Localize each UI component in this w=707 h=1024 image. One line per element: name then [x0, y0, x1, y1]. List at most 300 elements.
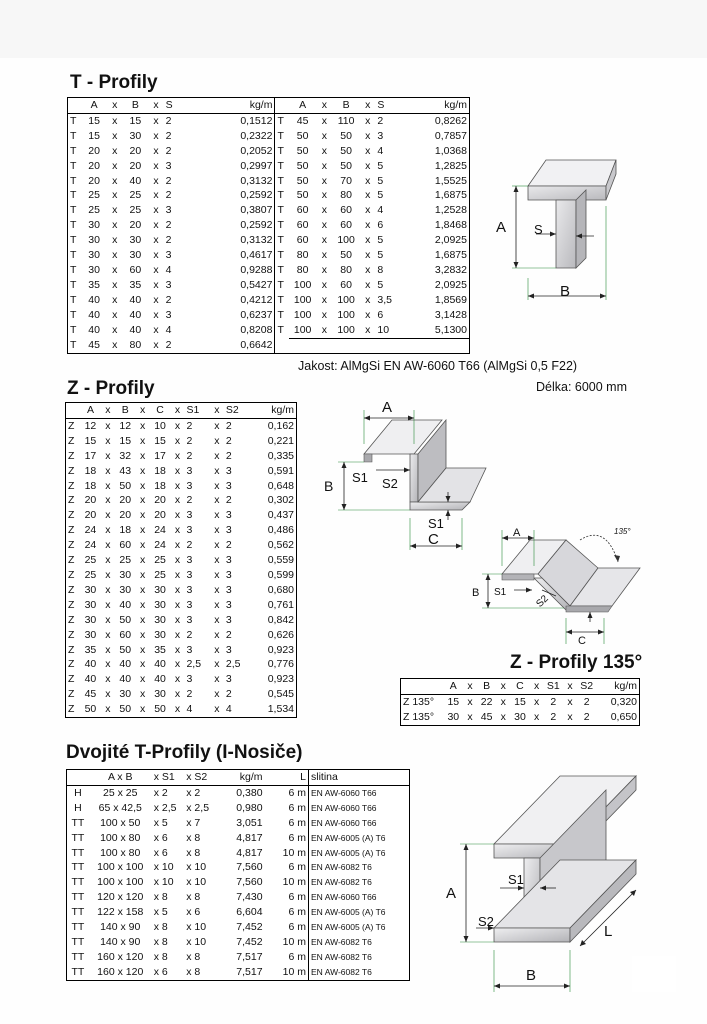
- table-row: [66, 418, 297, 433]
- table-cell: 50: [119, 703, 132, 716]
- table-cell: 25: [88, 204, 100, 217]
- table-cell: 40: [129, 293, 142, 306]
- table-cell: x: [174, 628, 181, 641]
- table-cell: 2: [186, 628, 193, 641]
- table-cell: [332, 338, 360, 354]
- table-cell: 40: [119, 673, 132, 686]
- table-cell: x: [140, 688, 146, 701]
- table-cell: x: [153, 114, 159, 127]
- table-cell: 0,2052: [183, 144, 275, 159]
- table-cell: 0,980: [236, 801, 263, 814]
- table-cell: 15: [119, 434, 132, 447]
- i-fig-label-a: A: [446, 885, 457, 902]
- table-cell: 40: [129, 308, 142, 321]
- table-cell: 6 m: [265, 905, 309, 920]
- table-cell: x: [140, 703, 146, 716]
- table-cell: T: [70, 263, 77, 276]
- table-cell: x: [533, 710, 540, 723]
- table-row: [66, 583, 297, 598]
- table-cell: x: [105, 613, 111, 626]
- table-cell: 40: [84, 658, 97, 671]
- table-cell: 40: [88, 293, 100, 306]
- table-cell: x: [174, 598, 181, 611]
- table-cell: 3: [165, 159, 172, 172]
- table-cell: 2: [165, 114, 172, 127]
- table-cell: 2: [165, 219, 172, 232]
- table-cell: x: [321, 234, 327, 247]
- table-cell: 50: [340, 144, 352, 157]
- table-cell: x: [467, 695, 473, 708]
- table-cell: 2: [583, 710, 590, 723]
- table-row: [66, 493, 297, 508]
- table-cell: 30: [447, 710, 460, 723]
- table-cell: T: [277, 129, 284, 142]
- z-fig-label-s1: S1: [352, 470, 368, 485]
- table-cell: 7,452: [236, 935, 263, 948]
- table-cell: x: [214, 479, 220, 492]
- table-cell: 1,2825: [434, 159, 467, 172]
- table-cell: 3: [165, 204, 172, 217]
- table-cell: x: [174, 643, 181, 656]
- corner-blank: [632, 956, 676, 992]
- table-cell: 30: [84, 628, 97, 641]
- table-row: [401, 710, 640, 725]
- table-cell: 8: [377, 263, 384, 276]
- table-cell: EN AW-6005 (A) T6: [311, 907, 386, 918]
- table-cell: 25 x 25: [103, 786, 138, 799]
- table-cell: x: [153, 308, 159, 321]
- table-cell: x: [112, 114, 118, 127]
- table-cell: 30: [88, 263, 100, 276]
- table-cell: 0,545: [267, 688, 294, 701]
- table-cell: 6 m: [265, 890, 309, 905]
- length-note: Délka: 6000 mm: [536, 380, 628, 394]
- table-cell: 4: [377, 204, 384, 217]
- table-cell: 3: [225, 643, 232, 656]
- table-cell: 20: [88, 174, 100, 187]
- table-cell: 4: [165, 263, 172, 276]
- table-cell: T: [277, 159, 284, 172]
- table-cell: x: [112, 278, 118, 291]
- table-cell: Z: [68, 494, 75, 507]
- table-cell: x 6: [186, 906, 201, 919]
- table-cell: x: [140, 613, 146, 626]
- table-cell: 0,2322: [183, 129, 275, 144]
- i-beam-table: [66, 769, 410, 981]
- table-cell: x: [153, 234, 159, 247]
- table-cell: 3: [165, 278, 172, 291]
- table-cell: x: [174, 539, 181, 552]
- table-cell: 10 m: [265, 965, 309, 980]
- table-row: [68, 203, 470, 218]
- table-cell: x: [112, 308, 118, 321]
- table-cell: Z: [68, 613, 75, 626]
- table-cell: 30: [88, 249, 100, 262]
- table-cell: 0,1512: [183, 113, 275, 128]
- i-beam-title: Dvojité T-Profily (I-Nosiče): [66, 742, 303, 763]
- table-cell: 1,0368: [434, 144, 467, 157]
- table-cell: Z: [68, 583, 75, 596]
- table-row: [66, 672, 297, 687]
- z135-profiles-table: [400, 678, 640, 726]
- table-cell: x: [140, 449, 146, 462]
- table-cell: 30: [154, 613, 166, 626]
- table-cell: TT: [71, 935, 85, 948]
- table-cell: T: [277, 114, 284, 127]
- table-row: [67, 875, 410, 890]
- table-cell: [289, 338, 317, 354]
- table-cell: x: [365, 114, 371, 127]
- table-cell: 60: [119, 539, 132, 552]
- table-cell: 50: [296, 189, 309, 202]
- table-cell: 20: [154, 494, 166, 507]
- table-row: [67, 846, 410, 861]
- table-cell: EN AW-6005 (A) T6: [311, 832, 386, 843]
- table-cell: x: [105, 464, 111, 477]
- table-cell: x 2: [186, 786, 201, 799]
- table-cell: 4: [165, 323, 172, 336]
- table-cell: x: [214, 568, 220, 581]
- table-cell: x 2: [153, 786, 168, 799]
- table-cell: T: [277, 189, 284, 202]
- table-cell: 7,517: [236, 950, 263, 963]
- table-cell: 15: [154, 434, 166, 447]
- table-cell: 25: [129, 189, 142, 202]
- table-cell: 50: [119, 613, 132, 626]
- table-cell: T: [277, 249, 284, 262]
- table-row: [67, 785, 410, 800]
- z-fig-label-s2: S2: [382, 476, 398, 491]
- table-cell: 0,6237: [183, 308, 275, 323]
- table-cell: 5: [377, 174, 384, 187]
- table-cell: T: [277, 234, 284, 247]
- z135-fig-label-b: B: [472, 587, 480, 599]
- table-cell: x: [140, 494, 146, 507]
- table-cell: x 10: [153, 876, 174, 889]
- table-cell: x: [140, 509, 146, 522]
- table-cell: T: [70, 159, 77, 172]
- table-cell: 100: [337, 234, 355, 247]
- table-cell: x: [214, 643, 220, 656]
- table-cell: EN AW-6082 T6: [311, 877, 372, 888]
- table-cell: x: [533, 695, 540, 708]
- table-cell: 80: [129, 339, 142, 352]
- table-cell: x 8: [186, 846, 201, 859]
- table-cell: x: [500, 710, 506, 723]
- table-cell: x: [105, 643, 111, 656]
- table-cell: x: [321, 129, 327, 142]
- table-cell: 100: [293, 323, 312, 336]
- table-cell: 100 x 100: [97, 861, 144, 874]
- table-cell: [375, 338, 399, 354]
- table-cell: 5: [377, 278, 384, 291]
- table-cell: x: [365, 144, 371, 157]
- table-cell: 50: [340, 159, 352, 172]
- table-cell: EN AW-6005 (A) T6: [311, 922, 386, 933]
- table-cell: x: [112, 189, 118, 202]
- table-cell: x: [365, 159, 371, 172]
- table-cell: 0,221: [267, 434, 294, 447]
- table-cell: EN AW-6082 T6: [311, 966, 372, 977]
- table-cell: 18: [84, 479, 97, 492]
- table-cell: 1,8569: [434, 293, 467, 306]
- table-cell: x: [153, 189, 159, 202]
- table-cell: Z: [68, 479, 75, 492]
- table-row: [68, 308, 470, 323]
- table-cell: 0,5427: [183, 278, 275, 293]
- table-cell: 122 x 158: [97, 906, 144, 919]
- table-cell: 2: [165, 293, 172, 306]
- table-cell: 3: [225, 568, 232, 581]
- table-cell: x: [153, 219, 159, 232]
- table-cell: 60: [340, 219, 352, 232]
- table-cell: 45: [296, 114, 309, 127]
- table-cell: 0,2592: [183, 218, 275, 233]
- table-cell: 20: [119, 494, 132, 507]
- table-cell: 1,2528: [434, 204, 467, 217]
- table-cell: 1,6875: [434, 189, 467, 202]
- t-fig-label-a: A: [496, 219, 507, 236]
- table-cell: Z: [68, 598, 75, 611]
- table-cell: 60: [129, 263, 142, 276]
- table-cell: x: [321, 174, 327, 187]
- table-cell: 5,1300: [434, 323, 467, 336]
- table-cell: 2: [165, 234, 172, 247]
- table-cell: [399, 338, 469, 354]
- table-cell: 60: [340, 278, 352, 291]
- table-cell: 100 x 80: [100, 831, 141, 844]
- table-cell: 100 x 80: [100, 846, 141, 859]
- table-cell: 160 x 120: [97, 965, 144, 978]
- table-cell: x 8: [153, 950, 168, 963]
- table-cell: x: [321, 308, 327, 321]
- table-cell: x: [365, 323, 371, 336]
- t-fig-label-b: B: [560, 283, 571, 300]
- table-row: [68, 129, 470, 144]
- table-cell: 0,4617: [183, 248, 275, 263]
- table-cell: 50: [296, 174, 309, 187]
- table-cell: T: [70, 234, 77, 247]
- table-cell: 3: [165, 249, 172, 262]
- table-cell: 1,534: [267, 703, 294, 716]
- table-cell: H: [74, 786, 82, 799]
- table-cell: 3: [225, 509, 232, 522]
- table-cell: 35: [154, 643, 166, 656]
- table-cell: 15: [514, 695, 526, 708]
- table-cell: 60: [296, 204, 309, 217]
- table-cell: 30: [154, 583, 166, 596]
- table-cell: x: [140, 419, 146, 432]
- t-table-header: A x B x S kg/m A x B x S kg/m: [68, 98, 470, 114]
- table-cell: Z: [68, 449, 75, 462]
- t-table-body: [68, 113, 470, 353]
- z135-fig-label-s1: S1: [494, 587, 507, 598]
- table-cell: 5: [377, 249, 384, 262]
- table-cell: 15: [129, 114, 142, 127]
- table-cell: 20: [88, 144, 100, 157]
- table-cell: 40: [154, 673, 166, 686]
- table-cell: 0,380: [236, 786, 263, 799]
- table-cell: x 10: [153, 861, 174, 874]
- table-cell: x: [214, 583, 220, 596]
- z135-table-header: A x B x C x S1 x S2 kg/m: [401, 679, 640, 695]
- table-cell: x: [153, 204, 159, 217]
- z-table-body: [66, 418, 297, 717]
- table-cell: 100: [293, 293, 312, 306]
- table-cell: 3: [186, 464, 193, 477]
- table-cell: 160 x 120: [97, 950, 144, 963]
- table-cell: 20: [88, 159, 100, 172]
- table-cell: x: [112, 129, 118, 142]
- table-cell: x: [105, 509, 111, 522]
- table-cell: x: [112, 174, 118, 187]
- table-cell: x: [174, 449, 181, 462]
- table-cell: 0,559: [267, 554, 294, 567]
- table-cell: x: [105, 673, 111, 686]
- table-cell: x: [321, 323, 327, 336]
- table-cell: 30: [129, 234, 142, 247]
- table-cell: x: [105, 568, 111, 581]
- table-cell: Z: [68, 688, 75, 701]
- z135-table-body: [401, 694, 640, 725]
- table-cell: 12: [119, 419, 132, 432]
- table-cell: 3: [186, 613, 193, 626]
- table-cell: 3: [225, 479, 232, 492]
- table-cell: 30: [84, 598, 97, 611]
- table-cell: x 10: [186, 861, 207, 874]
- table-cell: x: [112, 204, 118, 217]
- table-cell: 0,7857: [434, 129, 467, 142]
- table-cell: 100 x 50: [100, 816, 141, 829]
- table-cell: 100: [293, 278, 312, 291]
- table-cell: 30: [84, 583, 97, 596]
- table-cell: x: [140, 643, 146, 656]
- table-row: [68, 233, 470, 248]
- table-cell: T: [70, 293, 77, 306]
- table-cell: 40: [154, 658, 166, 671]
- table-cell: 2: [225, 434, 232, 447]
- table-cell: Z 135°: [403, 710, 435, 723]
- table-cell: 3: [186, 479, 193, 492]
- z135-fig-label-c: C: [578, 635, 586, 647]
- table-cell: 2: [165, 189, 172, 202]
- table-cell: x: [140, 673, 146, 686]
- table-cell: 30: [129, 129, 142, 142]
- table-cell: EN AW-6060 T66: [311, 817, 377, 828]
- table-cell: x: [140, 554, 146, 567]
- table-row: [67, 860, 410, 875]
- i-fig-label-s2: S2: [478, 914, 494, 929]
- table-cell: Z: [68, 568, 75, 581]
- table-cell: T: [70, 339, 77, 352]
- table-cell: T: [70, 129, 77, 142]
- table-cell: x 8: [186, 891, 201, 904]
- t-profiles-table: [67, 97, 470, 354]
- table-cell: x: [174, 568, 181, 581]
- z135-fig-label-s2: S2: [534, 593, 551, 610]
- table-cell: x: [365, 308, 371, 321]
- table-cell: x: [153, 293, 159, 306]
- table-cell: x: [174, 524, 181, 537]
- table-cell: x: [321, 263, 327, 276]
- table-cell: Z: [68, 434, 75, 447]
- table-cell: 4: [186, 703, 193, 716]
- table-cell: x 10: [186, 935, 207, 948]
- table-cell: x: [321, 293, 327, 306]
- table-cell: TT: [71, 831, 85, 844]
- table-cell: 35: [129, 278, 142, 291]
- table-row: [68, 263, 470, 278]
- table-cell: x: [140, 539, 146, 552]
- table-cell: x 2,5: [153, 801, 177, 814]
- table-cell: x: [214, 539, 220, 552]
- table-cell: 24: [84, 524, 97, 537]
- table-cell: x: [214, 673, 220, 686]
- table-cell: x: [112, 293, 118, 306]
- table-cell: 2,5: [186, 658, 202, 671]
- table-cell: x: [112, 249, 118, 262]
- table-cell: x: [105, 628, 111, 641]
- table-cell: 10: [377, 323, 390, 336]
- table-cell: x: [500, 695, 506, 708]
- table-cell: x 8: [186, 831, 201, 844]
- table-cell: 0,2997: [183, 159, 275, 174]
- table-row: [67, 920, 410, 935]
- table-cell: TT: [71, 906, 85, 919]
- table-cell: x: [214, 688, 220, 701]
- z-fig-label-c: C: [428, 531, 439, 548]
- table-cell: x: [214, 449, 220, 462]
- table-cell: 17: [154, 449, 166, 462]
- table-cell: T: [277, 174, 284, 187]
- table-cell: 2: [225, 628, 232, 641]
- table-cell: 25: [119, 554, 132, 567]
- table-cell: [317, 338, 332, 354]
- table-cell: 30: [119, 688, 132, 701]
- table-cell: 0,8262: [434, 114, 467, 127]
- table-cell: 32: [119, 449, 132, 462]
- table-cell: 40: [84, 673, 97, 686]
- table-cell: Z: [68, 524, 75, 537]
- table-cell: Z: [68, 419, 75, 432]
- table-row: [68, 218, 470, 233]
- table-cell: 0,335: [267, 449, 294, 462]
- table-cell: 24: [154, 524, 166, 537]
- table-cell: x: [365, 204, 371, 217]
- table-row: [66, 523, 297, 538]
- table-cell: 5: [377, 234, 384, 247]
- table-cell: 30: [154, 598, 166, 611]
- table-cell: 50: [84, 703, 97, 716]
- table-cell: 0,776: [267, 658, 294, 671]
- table-cell: x: [105, 434, 111, 447]
- table-cell: 20: [84, 509, 97, 522]
- table-cell: Z: [68, 658, 75, 671]
- table-row: [68, 113, 470, 128]
- table-cell: 2,5: [225, 658, 241, 671]
- table-cell: 50: [296, 144, 309, 157]
- table-cell: x: [105, 524, 111, 537]
- table-cell: 110: [337, 114, 355, 127]
- table-cell: 22: [480, 695, 493, 708]
- table-cell: 18: [119, 524, 132, 537]
- t-profile-diagram: [490, 150, 640, 310]
- table-row: [66, 598, 297, 613]
- table-cell: 40: [129, 323, 142, 336]
- table-cell: x: [174, 419, 181, 432]
- table-cell: 2: [583, 695, 590, 708]
- table-row: [67, 890, 410, 905]
